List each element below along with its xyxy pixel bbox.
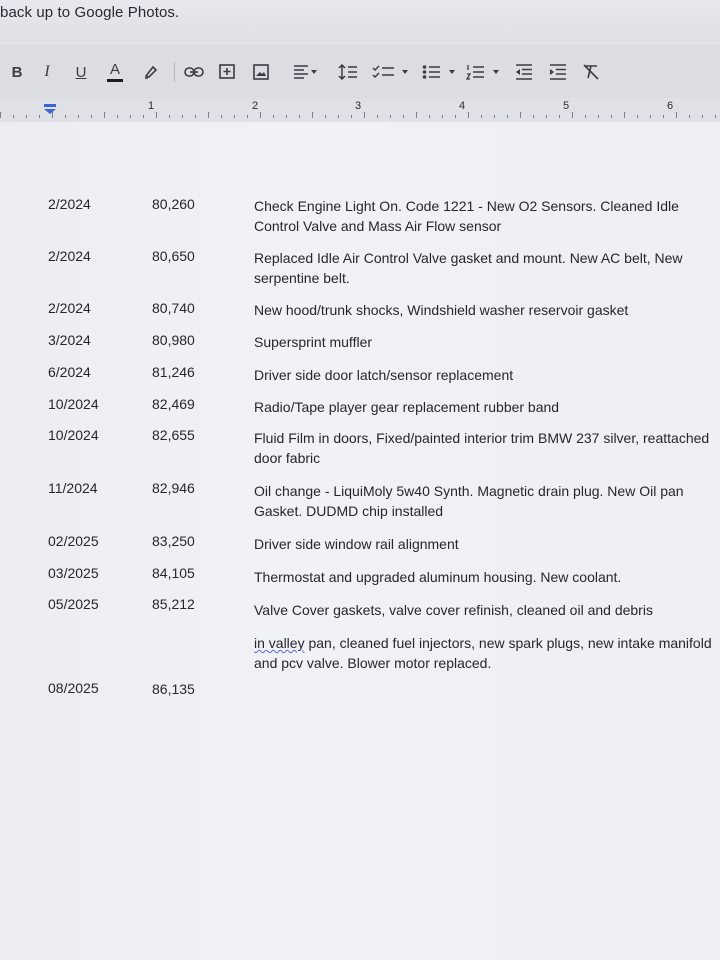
insert-image-icon[interactable] [252,60,270,84]
ruler-tick [676,112,677,118]
ruler-tick [598,115,599,118]
row-description: Replaced Idle Air Control Valve gasket and mount. New AC belt, New serpentine belt. [254,250,683,286]
ruler-tick [403,115,404,118]
decrease-indent-icon[interactable] [514,60,534,84]
insert-link-icon[interactable] [184,60,204,84]
row-description: Thermostat and upgraded aluminum housing. New coolant. [254,569,622,585]
ruler-number: 2 [252,100,259,112]
row-description: Fluid Film in doors, Fixed/painted interior trim BMW 237 silver, reattached door fabric [254,430,710,466]
row-mileage: 80,650 [152,248,195,264]
ruler-tick [442,115,443,118]
row-description: Valve Cover gaskets, valve cover refinish, cleaned oil and debris [254,602,653,618]
ruler-tick [299,115,300,118]
ruler-tick [91,115,92,118]
row-date: 08/2025 [48,680,99,696]
bold-button[interactable]: B [11,63,23,81]
ruler-tick [481,115,482,118]
ruler-tick [195,115,196,118]
ruler-tick [13,115,14,118]
add-comment-icon[interactable] [218,60,236,84]
ruler-number: 6 [667,100,674,112]
continuation-text [254,633,714,673]
row-mileage: 82,946 [152,480,195,496]
row-date: 2/2024 [48,196,91,212]
ruler-tick [130,115,131,118]
row-mileage: 84,105 [152,565,195,581]
ruler-tick [208,112,209,118]
ruler-number: 3 [355,100,362,112]
ruler-tick [325,115,326,118]
ruler-tick [0,112,1,118]
row-mileage: 82,469 [152,396,195,412]
row-mileage: 85,212 [152,596,195,612]
continuation-rest: pan, cleaned fuel injectors, new spark plugs, new intake manifold and pcv valve. Blower motor replaced. [254,635,712,671]
ruler-tick [429,115,430,118]
ruler-tick [169,115,170,118]
row-description: Oil change - LiquiMoly 5w40 Synth. Magnetic drain plug. New Oil pan Gasket. DUDMD chip installed [254,483,684,519]
ruler-tick [39,115,40,118]
ruler-tick [65,115,66,118]
ruler-tick [182,115,183,118]
ruler-number: 4 [459,100,466,112]
row-date: 03/2025 [48,565,99,581]
banner-text: back up to Google Photos. [0,4,180,21]
ruler-tick [78,115,79,118]
ruler-number: 5 [563,100,570,112]
text-color-bar [107,79,123,82]
ruler-tick [468,112,469,118]
row-description: Driver side door latch/sensor replacement [254,367,514,383]
ruler-tick [221,115,222,118]
row-date: 6/2024 [48,364,91,380]
row-mileage: 80,980 [152,332,195,348]
ruler-tick [520,112,521,118]
row-date: 3/2024 [48,332,91,348]
highlight-icon[interactable] [142,60,160,84]
row-date: 10/2024 [48,427,99,443]
formatting-toolbar [0,44,720,98]
ruler-tick [247,115,248,118]
row-mileage: 86,135 [152,681,195,697]
ruler-tick [26,115,27,118]
ruler-tick [559,115,560,118]
ruler-tick [52,112,53,118]
ruler-tick [494,115,495,118]
text-color-button[interactable] [106,60,124,84]
row-date: 11/2024 [48,480,98,496]
bulleted-list-icon[interactable] [422,60,462,84]
ruler-tick [156,112,157,118]
ruler-tick [585,115,586,118]
ruler-tick [104,112,105,118]
row-description: Check Engine Light On. Code 1221 - New O2 Sensors. Cleaned Idle Control Valve and Mass Air Flow sensor [254,198,679,234]
ruler-tick [338,115,339,118]
row-description: Supersprint muffler [254,334,373,350]
line-spacing-icon[interactable] [338,60,358,84]
underline-button[interactable]: U [75,63,87,81]
ruler-tick [611,115,612,118]
checklist-icon[interactable] [372,60,414,84]
row-date: 10/2024 [48,396,99,412]
row-date: 05/2025 [48,596,99,612]
indent-marker-icon[interactable] [44,101,56,111]
align-left-icon[interactable] [292,60,318,84]
toolbar-divider [174,62,175,82]
row-mileage: 80,260 [152,196,195,212]
row-mileage: 80,740 [152,300,195,316]
ruler-tick [455,115,456,118]
row-mileage: 81,246 [152,364,195,380]
ruler-tick [117,115,118,118]
ruler-tick [260,112,261,118]
ruler-tick [377,115,378,118]
row-description: Radio/Tape player gear replacement rubber band [254,399,560,415]
row-date: 02/2025 [48,533,99,549]
ruler-tick [637,115,638,118]
ruler-tick [650,115,651,118]
ruler-tick [416,112,417,118]
document-page[interactable] [0,122,720,960]
increase-indent-icon[interactable] [548,60,568,84]
ruler-tick [572,112,573,118]
ruler-tick [624,112,625,118]
ruler-tick [273,115,274,118]
ruler-number: 1 [148,100,155,112]
row-mileage: 83,250 [152,533,195,549]
spellcheck-underlined-text[interactable]: in valley [254,635,305,651]
row-description: Driver side window rail alignment [254,536,459,552]
ruler-tick [689,115,690,118]
ruler-tick [533,115,534,118]
ruler-tick [143,115,144,118]
row-mileage: 82,655 [152,427,195,443]
ruler-tick [715,115,716,118]
ruler-tick [364,112,365,118]
row-description: New hood/trunk shocks, Windshield washer reservoir gasket [254,302,629,318]
ruler-tick [234,115,235,118]
row-date: 2/2024 [48,248,91,264]
notification-banner [0,0,720,42]
italic-button[interactable]: I [44,63,50,80]
ruler-tick [702,115,703,118]
ruler-tick [546,115,547,118]
numbered-list-icon[interactable] [466,60,506,84]
clear-formatting-icon[interactable] [582,60,600,84]
ruler-tick [663,115,664,118]
ruler-tick [390,115,391,118]
row-date: 2/2024 [48,300,91,316]
ruler-tick [507,115,508,118]
document-ruler[interactable] [0,98,720,122]
ruler-tick [351,115,352,118]
text-color-label: A [109,60,120,78]
ruler-tick [286,115,287,118]
ruler-tick [312,112,313,118]
